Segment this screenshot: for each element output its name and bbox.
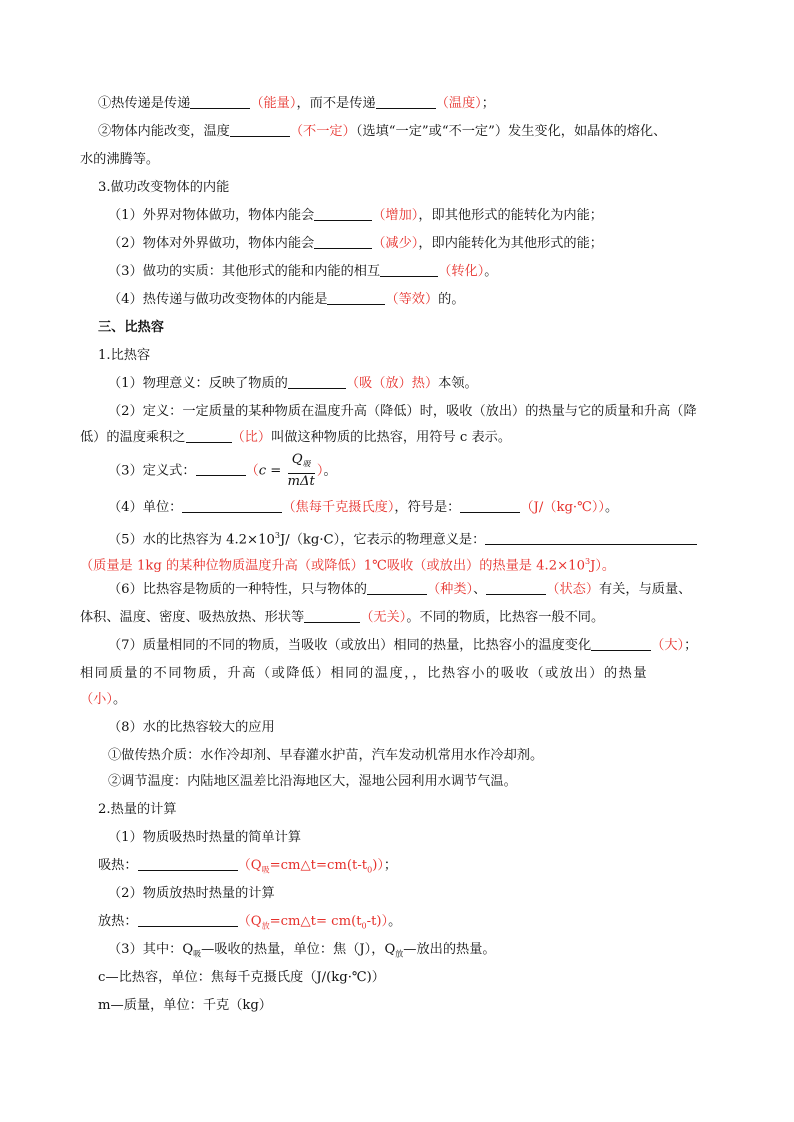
line-meaning: [108, 374, 478, 394]
answer-part: =cm△t= cm(t: [269, 914, 362, 929]
blank[interactable]: [367, 580, 427, 595]
line-boiling: [80, 150, 159, 170]
text: ①热传递是传递: [98, 96, 191, 111]
answer-part: （Q: [237, 914, 262, 929]
text: （3）做功的实质：其他形式的能和内能的相互: [108, 264, 381, 279]
text: 。: [484, 264, 498, 279]
answer: [238, 914, 389, 929]
text: ，即内能转化为其他形式的能；: [418, 236, 603, 251]
line-release-heading: [108, 884, 275, 904]
text: （选填“一定”或“不一定”）发生变化，如晶体的熔化、: [355, 124, 667, 139]
subsection-specific-heat: [98, 346, 150, 366]
text: ②物体内能改变，温度: [98, 124, 230, 139]
blank[interactable]: [138, 912, 238, 927]
text: （5）水的比热容为 4.2×10: [108, 532, 275, 548]
text: （4）热传递与做功改变物体的内能是: [108, 292, 328, 307]
superscript: 3: [584, 557, 591, 566]
formula-numerator: Q: [291, 452, 303, 467]
answer: （质量是 1kg 的某种位物质温度升高（或降低）1℃吸收（或放出）的热量是 4.2×10: [80, 558, 585, 574]
text: 本领。: [438, 376, 478, 391]
text: （3）其中：Q: [108, 942, 194, 957]
answer: （无关）: [360, 610, 407, 625]
answer-part: -t)）: [366, 914, 389, 929]
text: —吸收的热量，单位：焦（J），Q: [201, 942, 396, 957]
text: 的。: [438, 292, 465, 307]
answer: （等效）: [385, 292, 439, 307]
blank[interactable]: [182, 498, 282, 513]
subscript: 0: [361, 921, 367, 931]
text: （7）质量相同的不同的物质，当吸收（或放出）相同的热量，比热容小的温度变化: [108, 638, 592, 653]
text: 有关，与质量、: [599, 582, 692, 597]
answer: （能量）: [250, 96, 297, 111]
answer: （焦每千克摄氏度）: [282, 500, 395, 515]
answer: （状态）: [546, 582, 600, 597]
line-symbols-q: [108, 940, 496, 965]
text: 低）的温度乘积之: [80, 430, 186, 445]
text: 相同质量的不同物质，升高（或降低）相同的温度，，比热容小的吸收（或放出）的热量: [80, 666, 649, 681]
answer: J）。: [590, 558, 616, 574]
line-formula: [108, 452, 337, 490]
text: —放出的热量。: [403, 942, 496, 957]
text: ；: [383, 858, 398, 873]
blank[interactable]: [485, 530, 697, 545]
text: c—比热容，单位：焦每千克摄氏度（J/(kg·℃)）: [98, 970, 385, 985]
blank[interactable]: [138, 856, 238, 871]
blank[interactable]: [314, 206, 372, 221]
heading: 1.比热容: [98, 348, 151, 363]
line-absorb-heading: [108, 828, 301, 848]
line-water-meaning-answer: [80, 552, 615, 576]
text: （1）物理意义：反映了物质的: [108, 376, 288, 391]
answer-part: （Q: [237, 858, 262, 873]
line-unit: [108, 498, 618, 518]
blank[interactable]: [376, 94, 436, 109]
subscript: 0: [367, 865, 373, 875]
superscript: 3: [274, 531, 280, 540]
text: 。: [112, 692, 127, 707]
line-water-specific-heat: [108, 526, 697, 550]
line-application-1: [108, 746, 543, 766]
text: 。: [388, 914, 402, 929]
answer: （温度）: [435, 96, 482, 111]
answer: （不一定）: [289, 124, 356, 139]
heading: 三、比热容: [98, 320, 164, 335]
answer: （增加）: [372, 208, 419, 223]
answer: （减少）: [372, 236, 419, 251]
formula-subscript: 吸: [302, 459, 311, 469]
answer: [238, 858, 384, 873]
text: （2）物体对外界做功，物体内能会: [108, 236, 315, 251]
answer-part: )）: [372, 858, 384, 873]
blank[interactable]: [186, 428, 232, 443]
answer: ）: [316, 463, 324, 479]
line-work-2: [108, 234, 603, 254]
line-application-2: [108, 772, 517, 792]
blank[interactable]: [304, 608, 360, 623]
section-specific-heat-heading: [98, 318, 164, 338]
text: ，即其他形式的能转化为内能；: [418, 208, 603, 223]
text: 、: [473, 582, 487, 597]
line-property: [108, 580, 691, 600]
subscript: 吸: [261, 865, 270, 875]
line-release-formula: [98, 912, 401, 937]
heading: 3.做功改变物体的内能: [98, 180, 230, 195]
line-comparison: [108, 636, 697, 656]
answer: （种类）: [426, 582, 474, 597]
answer-part: =cm△t=cm(t-t: [269, 858, 368, 873]
text: 水的沸腾等。: [80, 152, 160, 167]
blank[interactable]: [327, 290, 385, 305]
text: （1）物质吸热时热量的简单计算: [108, 830, 302, 845]
blank[interactable]: [314, 234, 372, 249]
text: ，而不是传递: [296, 96, 376, 111]
line-application-heading: [108, 718, 275, 738]
subscript: 吸: [193, 949, 202, 959]
line-definition-cont: [80, 428, 511, 448]
answer: （比）: [231, 430, 272, 445]
formula-variable: c: [258, 463, 267, 479]
line-comparison-answer: [80, 690, 126, 710]
text: （3）定义式：: [108, 463, 196, 479]
line-symbols-c: [98, 968, 385, 988]
line-symbols-m: [98, 996, 272, 1016]
text: ，符号是：: [394, 500, 461, 515]
answer: （: [245, 463, 259, 479]
answer: （大）: [651, 638, 685, 653]
text: 吸热：: [98, 858, 138, 873]
answer: （吸（放）热）: [345, 376, 439, 391]
text: （1）外界对物体做功，物体内能会: [108, 208, 315, 223]
subscript: 放: [261, 921, 270, 931]
text: （8）水的比热容较大的应用: [108, 720, 275, 735]
line-definition: [108, 402, 697, 422]
text: 体积、温度、密度、吸热放热、形状等: [80, 610, 305, 625]
text: 。不同的物质，比热容一般不同。: [406, 610, 605, 625]
text: 叫做这种物质的比热容，用符号 c 表示。: [271, 430, 512, 445]
line-work-3: [108, 262, 497, 282]
formula-denominator: mΔt: [287, 473, 315, 489]
subsection-heat-calculation: [98, 800, 177, 820]
answer: （小）: [80, 692, 113, 707]
answer: （转化）: [438, 264, 485, 279]
line-heat-transfer-energy: [98, 94, 495, 114]
line-absorb-formula: [98, 856, 397, 881]
text: （2）物质放热时热量的计算: [108, 886, 275, 901]
formula-fraction: [288, 452, 315, 490]
text: ①做传热介质：水作冷却剂、早春灌水护苗，汽车发动机常用水作冷却剂。: [108, 748, 544, 763]
text: 放热：: [98, 914, 138, 929]
text: ；: [684, 638, 698, 653]
text: （4）单位：: [108, 500, 183, 515]
text: ；: [481, 96, 495, 111]
blank[interactable]: [230, 122, 290, 137]
text: J/（kg·C），它表示的物理意义是：: [279, 532, 486, 548]
line-work-1: [108, 206, 603, 226]
blank[interactable]: [460, 498, 520, 513]
text: （6）比热容是物质的一种特性，只与物体的: [108, 582, 367, 597]
blank[interactable]: [380, 262, 438, 277]
text: 。: [605, 500, 619, 515]
blank[interactable]: [486, 580, 546, 595]
blank[interactable]: [591, 636, 651, 651]
blank[interactable]: [288, 374, 346, 389]
blank[interactable]: [190, 94, 250, 109]
text: m—质量，单位：千克（kg）: [98, 998, 272, 1013]
subscript: 放: [395, 949, 404, 959]
formula-equals: =: [266, 463, 286, 479]
text: ②调节温度：内陆地区温差比沿海地区大，湿地公园利用水调节气温。: [108, 774, 517, 789]
answer: （J/（kg·℃））: [520, 500, 606, 515]
line-internal-energy-temperature: [98, 122, 666, 142]
text: （2）定义：一定质量的某种物质在温度升高（降低）时，吸收（放出）的热量与它的质量和升高（降: [108, 404, 697, 419]
line-property-cont: [80, 608, 604, 628]
blank[interactable]: [196, 461, 246, 476]
line-comparison-cont: [80, 664, 648, 684]
heading: 2.热量的计算: [98, 802, 177, 817]
line-work-4: [108, 290, 465, 310]
section-work-heading: [98, 178, 229, 198]
text: 。: [323, 463, 337, 479]
